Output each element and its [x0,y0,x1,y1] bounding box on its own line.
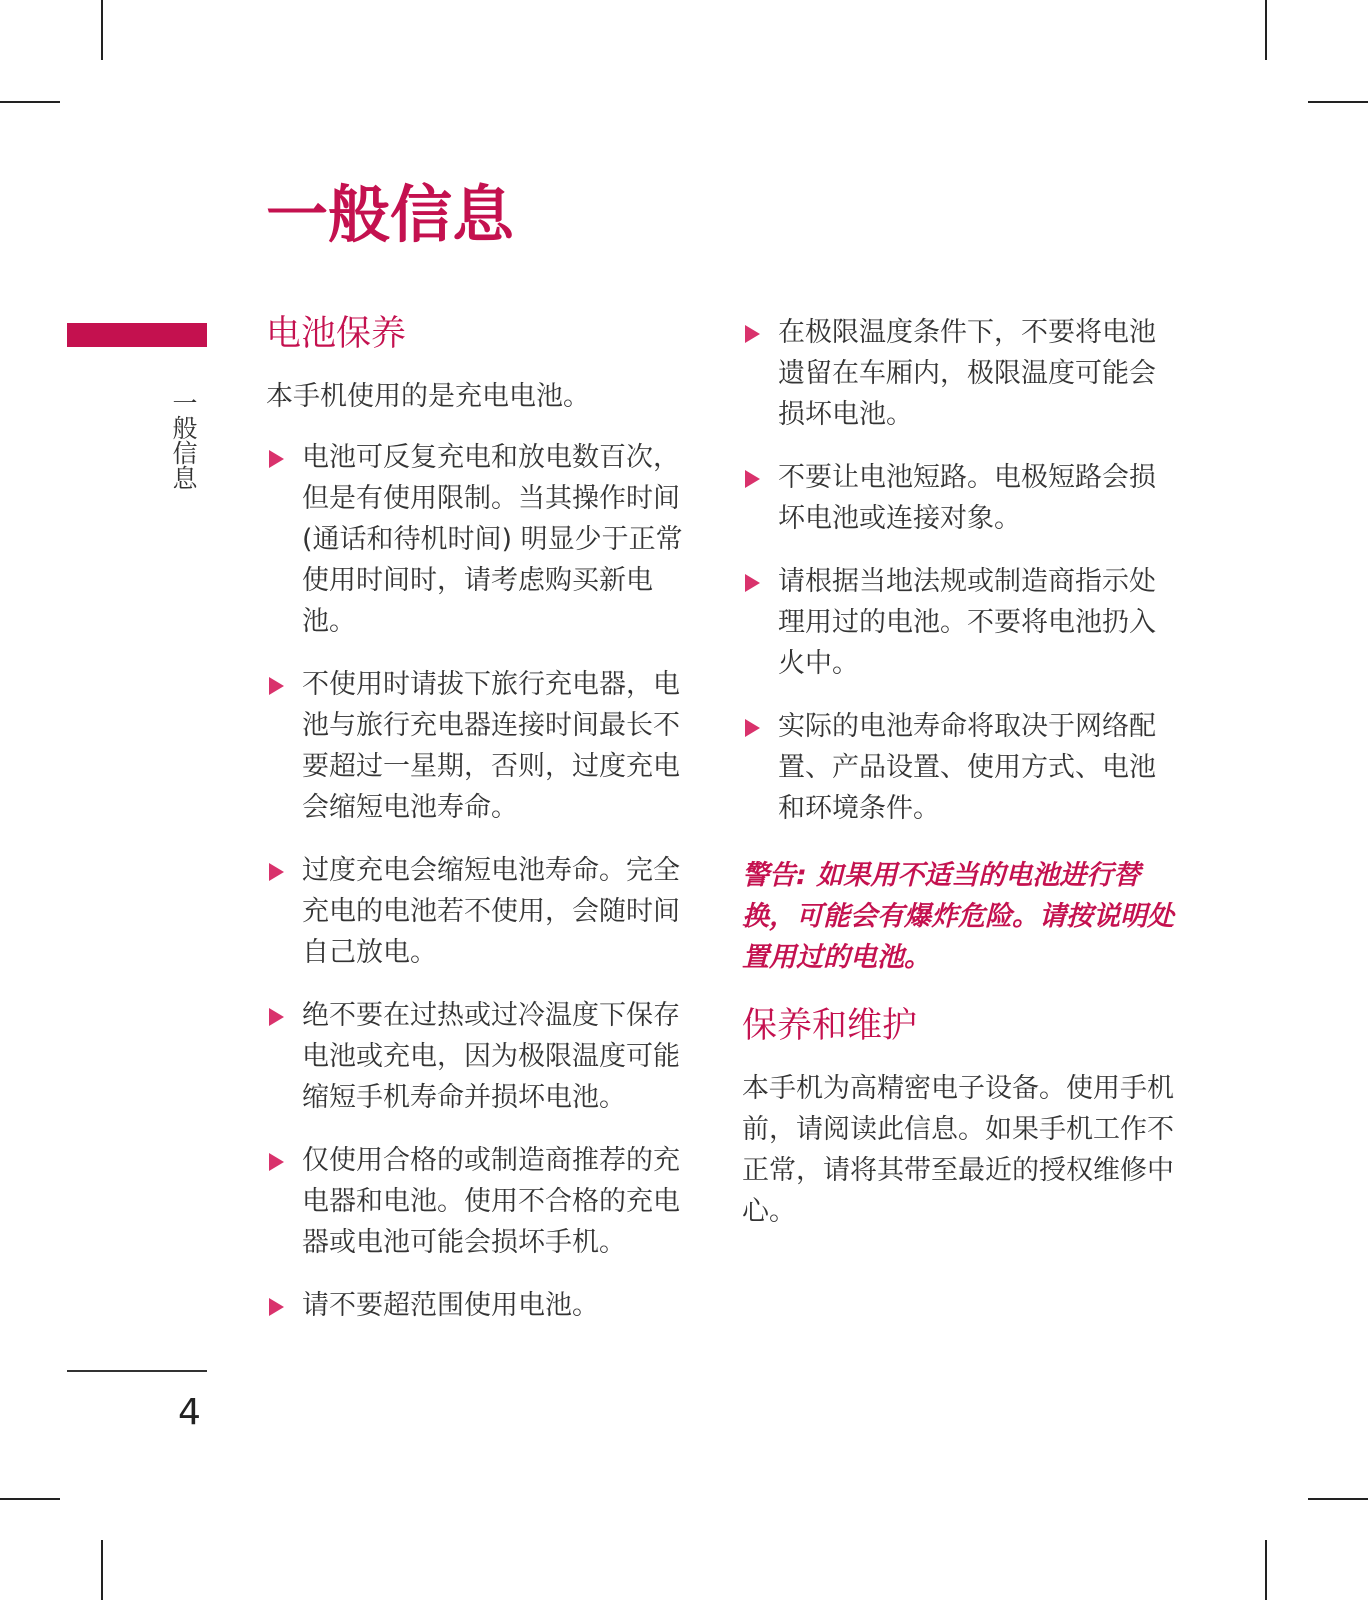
bullet-text: 过度充电会缩短电池寿命。完全充电的电池若不使用，会随时间自己放电。 [302,854,680,968]
triangle-bullet-icon [269,863,284,881]
list-item [266,1140,706,1263]
list-item [742,312,1182,435]
bullet-text: 不使用时请拔下旅行充电器，电池与旅行充电器连接时间最长不要超过一星期，否则，过度充电会缩短电池寿命。 [302,668,680,823]
bullet-text: 绝不要在过热或过冷温度下保存电池或充电，因为极限温度可能缩短手机寿命并损坏电池。 [302,999,680,1113]
care-heading: 保养和维护 [742,1006,918,1046]
battery-heading: 电池保养 [266,314,407,354]
triangle-bullet-icon [745,574,760,592]
bullet-text: 仅使用合格的或制造商推荐的充电器和电池。使用不合格的充电器或电池可能会损坏手机。 [302,1144,680,1258]
list-item [742,457,1182,539]
triangle-bullet-icon [745,470,760,488]
right-column [742,312,1182,1252]
battery-bullets-right [742,312,1182,829]
battery-intro: 本手机使用的是充电电池。 [266,380,590,412]
bullet-text: 请不要超范围使用电池。 [302,1289,599,1321]
triangle-bullet-icon [745,325,760,343]
list-item [266,1285,706,1326]
battery-bullets-left [266,437,706,1326]
bullet-text: 请根据当地法规或制造商指示处理用过的电池。不要将电池扔入火中。 [778,566,1156,679]
footer-rule [67,1370,207,1372]
crop-mark [101,1540,103,1600]
list-item [266,664,706,828]
left-column [266,312,706,1348]
list-item [266,995,706,1118]
triangle-bullet-icon [269,1153,284,1171]
crop-mark [0,101,60,103]
battery-warning: 警告: 如果用不适当的电池进行替换，可能会有爆炸危险。请按说明处置用过的电池。 [742,860,1174,973]
crop-mark [1265,1540,1267,1600]
section-tab-bar [67,323,207,347]
crop-mark [1265,0,1267,60]
side-tab-label: 一般信息 [169,390,198,490]
crop-mark [1308,101,1368,103]
triangle-bullet-icon [269,677,284,695]
triangle-bullet-icon [269,450,284,468]
crop-mark [0,1498,60,1500]
triangle-bullet-icon [269,1008,284,1026]
triangle-bullet-icon [269,1298,284,1316]
list-item [266,850,706,973]
list-item [742,561,1182,684]
crop-mark [1308,1498,1368,1500]
bullet-text: 电池可反复充电和放电数百次，但是有使用限制。当其操作时间(通话和待机时间) 明显少于正常使用时间时，请考虑购买新电池。 [302,441,683,637]
bullet-text: 实际的电池寿命将取决于网络配置、产品设置、使用方式、电池和环境条件。 [778,711,1156,824]
bullet-text: 在极限温度条件下，不要将电池遗留在车厢内，极限温度可能会损坏电池。 [778,317,1156,430]
triangle-bullet-icon [745,719,760,737]
bullet-text: 不要让电池短路。电极短路会损坏电池或连接对象。 [778,462,1156,534]
list-item [266,437,706,642]
crop-mark [101,0,103,60]
list-item [742,706,1182,829]
care-text: 本手机为高精密电子设备。使用手机前，请阅读此信息。如果手机工作不正常，请将其带至最近的授权维修中心。 [742,1072,1174,1227]
page-title: 一般信息 [266,178,515,251]
page-number: 4 [178,1392,201,1433]
